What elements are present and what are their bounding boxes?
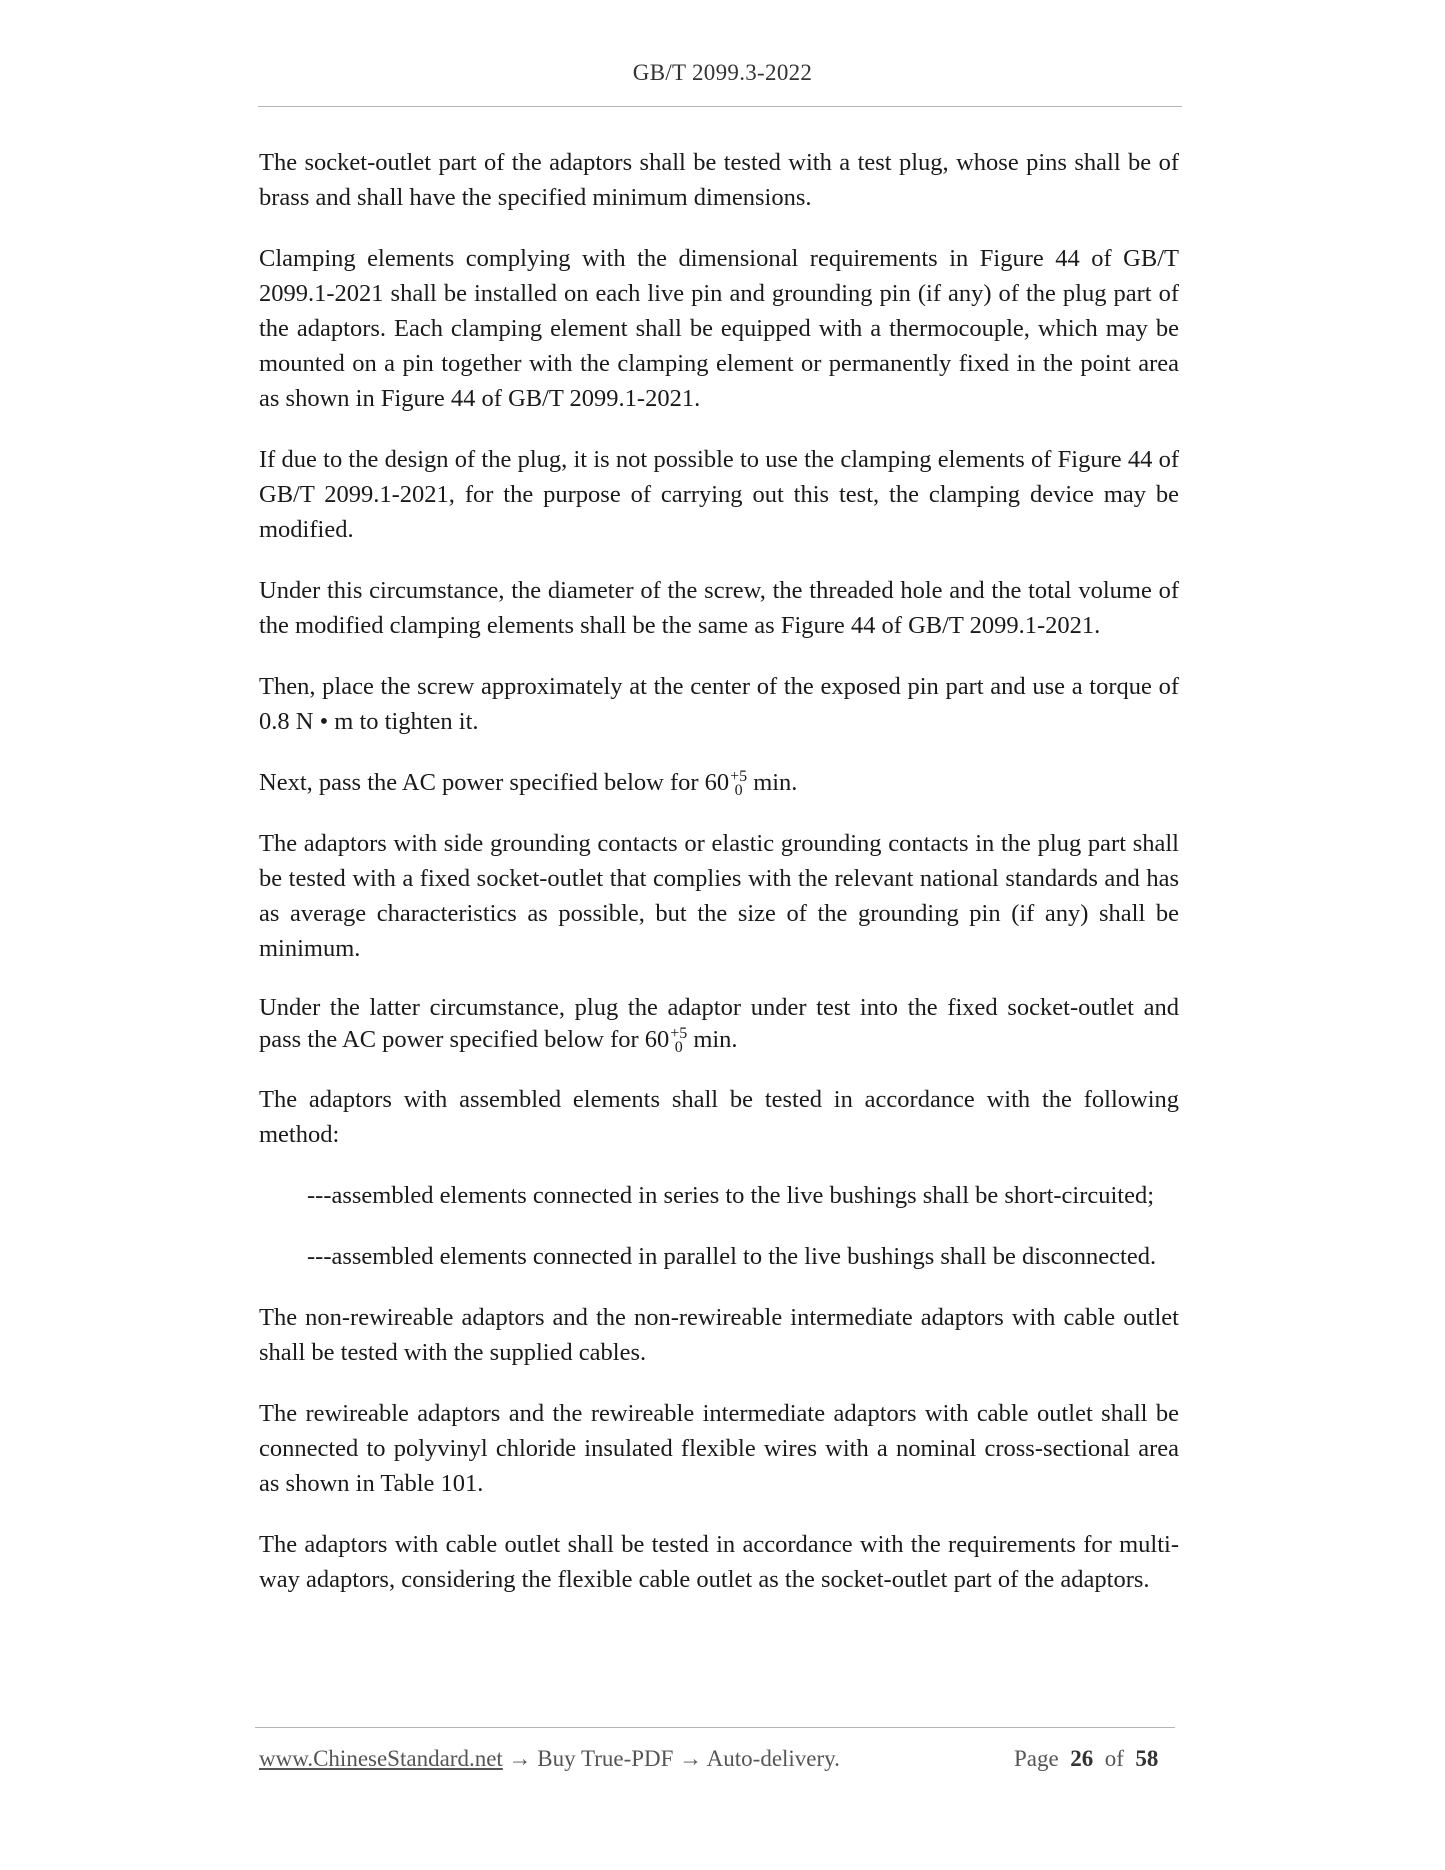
- paragraph-assembled-elements: The adaptors with assembled elements shall be tested in accordance with the following method:: [259, 1086, 1179, 1148]
- page-label: Page: [1014, 1746, 1059, 1771]
- list-item-series: ---assembled elements connected in series to the live bushings shall be short-circuited;: [307, 1182, 1155, 1209]
- paragraph-design-of-plug: If due to the design of the plug, it is not possible to use the clamping elements of Figure 44 of GB/T 2099.1-2021, for the purpose of carrying out this test, the clamping device may be modified.: [259, 446, 1179, 543]
- time-tolerance: [730, 770, 747, 798]
- footer-divider: [255, 1727, 1175, 1728]
- paragraph-circumstance: Under this circumstance, the diameter of the screw, the threaded hole and the total volume of the modified clamping elements shall be the same as Figure 44 of GB/T 2099.1-2021.: [259, 577, 1179, 639]
- paragraph-cable-outlet: The adaptors with cable outlet shall be tested in accordance with the requirements for multi-way adaptors, considering the flexible cable outlet as the socket-outlet part of the adaptors.: [259, 1531, 1179, 1593]
- paragraph-latter-circumstance: [259, 992, 1179, 1056]
- paragraph-test-plug: The socket-outlet part of the adaptors shall be tested with a test plug, whose pins shall be of brass and shall have the specified minimum dimensions.: [259, 149, 1179, 211]
- footer-promo: [259, 1746, 840, 1772]
- tolerance-lower-2: 0: [674, 1039, 683, 1056]
- header-divider: [258, 106, 1182, 107]
- list-item-parallel: ---assembled elements connected in parallel to the live bushings shall be disconnected.: [307, 1243, 1157, 1270]
- time-tolerance-2: [670, 1027, 687, 1055]
- paragraph-rewireable: The rewireable adaptors and the rewireable intermediate adaptors with cable outlet shall be connected to polyvinyl chloride insulated flexible wires with a nominal cross-sectional area as shown in Table 101.: [259, 1400, 1179, 1497]
- tolerance-upper: +5: [730, 768, 748, 785]
- ac-power-unit: min.: [753, 769, 798, 796]
- page-content: [259, 145, 1179, 1623]
- paragraph-non-rewireable: The non-rewireable adaptors and the non-rewireable intermediate adaptors with cable outlet shall be tested with the supplied cables.: [259, 1304, 1179, 1366]
- of-label: of: [1104, 1746, 1124, 1771]
- footer-promo-text: → Buy True-PDF → Auto-delivery.: [502, 1746, 840, 1771]
- latter-circumstance-text: Under the latter circumstance, plug the adaptor under test into the fixed socket-outlet and pass the AC power specified below for 60: [259, 994, 1179, 1053]
- tolerance-upper-2: +5: [670, 1025, 688, 1042]
- paragraph-torque: Then, place the screw approximately at the center of the exposed pin part and use a torque of 0.8 N • m to tighten it.: [259, 673, 1179, 735]
- paragraph-grounding-contacts: The adaptors with side grounding contacts or elastic grounding contacts in the plug part shall be tested with a fixed socket-outlet that complies with the relevant national standards and has as average characteristics as possible, but the size of the grounding pin (if any) shall be minimum.: [259, 830, 1179, 962]
- paragraph-ac-power: [259, 765, 1179, 800]
- total-pages: 58: [1135, 1746, 1159, 1771]
- page-number: [1014, 1746, 1158, 1772]
- ac-power-text: Next, pass the AC power specified below for 60: [259, 769, 730, 796]
- tolerance-lower: 0: [734, 782, 743, 799]
- footer-website-link[interactable]: www.ChineseStandard.net: [259, 1746, 503, 1771]
- latter-circumstance-unit: min.: [693, 1026, 738, 1053]
- current-page: 26: [1070, 1746, 1094, 1771]
- document-header: GB/T 2099.3-2022: [632, 60, 813, 85]
- paragraph-clamping-elements: Clamping elements complying with the dimensional requirements in Figure 44 of GB/T 2099.1-2021 shall be installed on each live pin and grounding pin (if any) of the plug part of the adaptors. Each clamping element shall be equipped with a thermocouple, which may be mounted on a pin together with the clamping element or permanently fixed in the point area as shown in Figure 44 of GB/T 2099.1-2021.: [259, 245, 1179, 412]
